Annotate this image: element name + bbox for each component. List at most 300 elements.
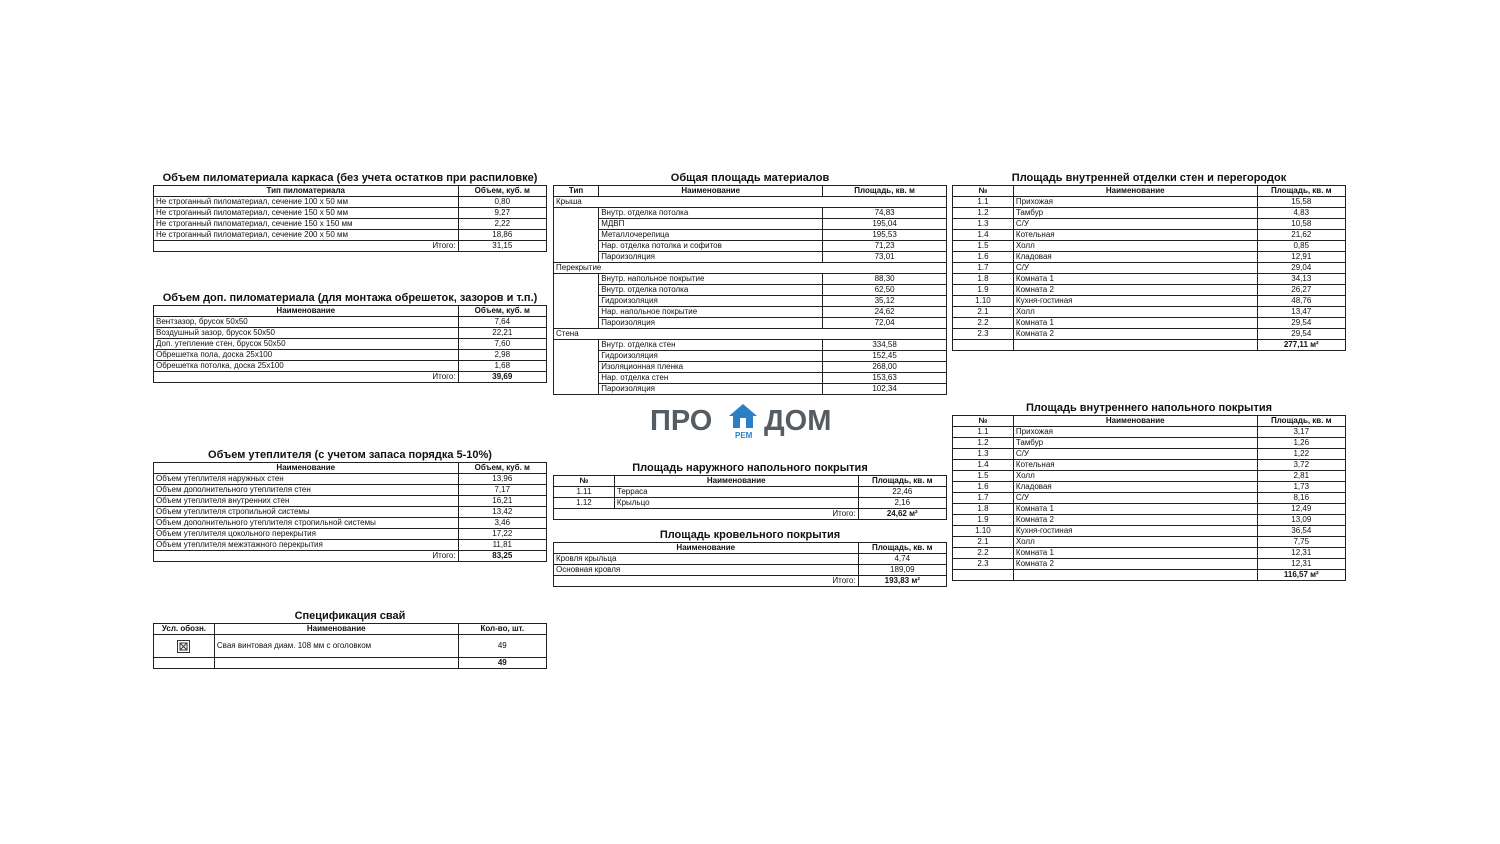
cell-number: 1.1 (953, 197, 1014, 208)
table-row (953, 559, 1346, 570)
cell-name: Гидроизоляция (599, 351, 823, 362)
table-row (953, 296, 1346, 307)
group-row (554, 329, 947, 340)
cell-value: 34,13 (1257, 274, 1345, 285)
column-header: № (554, 476, 615, 487)
cell-number: 1.4 (953, 230, 1014, 241)
materials-title: Общая площадь материалов (670, 172, 830, 184)
total-row (154, 241, 547, 252)
table-row (154, 328, 547, 339)
cell-value: 1,26 (1257, 438, 1345, 449)
table-row (953, 471, 1346, 482)
cell-name: Кухня-гостиная (1013, 526, 1257, 537)
table-row (554, 384, 947, 395)
lumber-frame-table (153, 185, 547, 252)
column-header: Наименование (214, 624, 458, 635)
table-row (554, 340, 947, 351)
column-header: Объем, куб. м (458, 463, 546, 474)
total-row (154, 372, 547, 383)
lumber-frame-section (153, 172, 547, 252)
table-header-row (554, 186, 947, 197)
cell-value: 153,63 (823, 373, 947, 384)
cell-name: Прихожая (1013, 427, 1257, 438)
table-row (154, 485, 547, 496)
cell-name: Внутр. отделка потолка (599, 208, 823, 219)
cell-value: 62,50 (823, 285, 947, 296)
column-header: Наименование (1013, 416, 1257, 427)
outdoor-floor-title: Площадь наружного напольного покрытия (632, 462, 868, 474)
cell-number: 2.2 (953, 318, 1014, 329)
table-row (953, 274, 1346, 285)
table-row (953, 318, 1346, 329)
table-row (953, 197, 1346, 208)
cell-value: 72,04 (823, 318, 947, 329)
cell-value: 26,27 (1257, 285, 1345, 296)
table-row (554, 487, 947, 498)
house-icon (728, 403, 758, 429)
cell-value: 12,49 (1257, 504, 1345, 515)
cell-name: Внутр. напольное покрытие (599, 274, 823, 285)
table-row (154, 507, 547, 518)
cell-name: Тамбур (1013, 208, 1257, 219)
cell-value: 88,30 (823, 274, 947, 285)
cell-value: 13,09 (1257, 515, 1345, 526)
table-row (953, 526, 1346, 537)
table-row (154, 350, 547, 361)
cell-name: Кладовая (1013, 482, 1257, 493)
group-type: Крыша (554, 197, 947, 208)
cell-value: 152,45 (823, 351, 947, 362)
column-header: Наименование (599, 186, 823, 197)
table-header-row (554, 476, 947, 487)
cell-value: 18,86 (458, 230, 546, 241)
column-header: № (953, 186, 1014, 197)
table-row (953, 493, 1346, 504)
table-row (953, 230, 1346, 241)
cell-value: 12,31 (1257, 548, 1345, 559)
group-spacer (554, 340, 599, 395)
column-header: Наименование (554, 543, 859, 554)
cell-value: 0,80 (458, 197, 546, 208)
cell-number: 1.5 (953, 241, 1014, 252)
cell-name: Обрешетка потолка, доска 25х100 (154, 361, 459, 372)
extra-lumber-title: Объем доп. пиломатериала (для монтажа обрешеток, зазоров и т.п.) (162, 292, 538, 304)
cell-name: Кровля крыльца (554, 554, 859, 565)
column-header: Площадь, кв. м (858, 476, 946, 487)
table-row (154, 208, 547, 219)
cell-number: 2.2 (953, 548, 1014, 559)
roofing-title: Площадь кровельного покрытия (659, 529, 841, 541)
cell-name: Гидроизоляция (599, 296, 823, 307)
cell-name: Нар. напольное покрытие (599, 307, 823, 318)
cell-value: 36,54 (1257, 526, 1345, 537)
cell-number: 1.7 (953, 263, 1014, 274)
cell-value: 22,46 (858, 487, 946, 498)
column-header: Тип (554, 186, 599, 197)
cell-number: 1.2 (953, 208, 1014, 219)
outdoor-floor-table (553, 475, 947, 520)
table-header-row (953, 416, 1346, 427)
total-value: 83,25 (458, 551, 546, 562)
cell-value: 13,96 (458, 474, 546, 485)
cell-value: 1,68 (458, 361, 546, 372)
table-row (953, 307, 1346, 318)
cell-value: 1,73 (1257, 482, 1345, 493)
empty-cell (214, 658, 458, 669)
table-row (953, 482, 1346, 493)
cell-value: 7,75 (1257, 537, 1345, 548)
column-header: Площадь, кв. м (858, 543, 946, 554)
table-header-row (154, 624, 547, 635)
cell-value: 48,76 (1257, 296, 1345, 307)
cell-name: Котельная (1013, 230, 1257, 241)
cell-name: Холл (1013, 307, 1257, 318)
cell-value: 17,22 (458, 529, 546, 540)
table-row (554, 318, 947, 329)
total-value: 24,62 м² (858, 509, 946, 520)
cell-name: Объем утеплителя наружных стен (154, 474, 459, 485)
cell-number: 1.10 (953, 296, 1014, 307)
cell-name: Металлочерепица (599, 230, 823, 241)
cell-value: 195,04 (823, 219, 947, 230)
column-header: Площадь, кв. м (1257, 186, 1345, 197)
empty-cell (1013, 570, 1257, 581)
cell-number: 1.10 (953, 526, 1014, 537)
cell-name: Объем дополнительного утеплителя стропильной системы (154, 518, 459, 529)
cell-name: Объем дополнительного утеплителя стен (154, 485, 459, 496)
cell-value: 10,58 (1257, 219, 1345, 230)
total-label: Итого: (154, 551, 459, 562)
table-header-row (154, 186, 547, 197)
column-header: Тип пиломатериала (154, 186, 459, 197)
table-row (953, 427, 1346, 438)
table-row (154, 197, 547, 208)
cell-value: 3,46 (458, 518, 546, 529)
cell-name: Нар. отделка потолка и софитов (599, 241, 823, 252)
roofing-section (553, 529, 947, 587)
empty-cell (154, 658, 215, 669)
table-row (154, 361, 547, 372)
logo-text-right: ДОМ (764, 405, 832, 437)
cell-value: 7,64 (458, 317, 546, 328)
column-header: Площадь, кв. м (823, 186, 947, 197)
table-row (554, 208, 947, 219)
table-row (953, 208, 1346, 219)
cell-name: Нар. отделка стен (599, 373, 823, 384)
cell-value: 16,21 (458, 496, 546, 507)
cell-name: Объем утеплителя межэтажного перекрытия (154, 540, 459, 551)
cell-value: 35,12 (823, 296, 947, 307)
total-value: 31,15 (458, 241, 546, 252)
cell-number: 1.1 (953, 427, 1014, 438)
table-row (953, 515, 1346, 526)
outdoor-floor-section (553, 462, 947, 520)
cell-value: 3,17 (1257, 427, 1345, 438)
total-value: 49 (458, 658, 546, 669)
prodom-logo (648, 403, 852, 443)
cell-name: Комната 1 (1013, 548, 1257, 559)
group-row (554, 197, 947, 208)
group-type: Стена (554, 329, 947, 340)
interior-floor-section (952, 402, 1346, 581)
interior-walls-table (952, 185, 1346, 351)
cell-name: Свая винтовая диам. 108 мм с оголовком (214, 635, 458, 658)
logo-text-left: ПРО (650, 405, 713, 437)
insulation-table (153, 462, 547, 562)
empty-cell (953, 340, 1014, 351)
cell-name: Комната 2 (1013, 329, 1257, 340)
table-row (554, 252, 947, 263)
cell-value: 1,22 (1257, 449, 1345, 460)
cell-value: 29,04 (1257, 263, 1345, 274)
materials-section (553, 172, 947, 395)
cell-value: 189,09 (858, 565, 946, 576)
total-label: Итого: (154, 372, 459, 383)
cell-name: Пароизоляция (599, 318, 823, 329)
column-header: Наименование (614, 476, 858, 487)
cell-name: Объем утеплителя цокольного перекрытия (154, 529, 459, 540)
extra-lumber-table (153, 305, 547, 383)
table-header-row (953, 186, 1346, 197)
table-row (154, 518, 547, 529)
column-header: № (953, 416, 1014, 427)
cell-name: Кухня-гостиная (1013, 296, 1257, 307)
cell-number: 1.8 (953, 504, 1014, 515)
insulation-title: Объем утеплителя (с учетом запаса порядка 5-10%) (208, 449, 492, 461)
cell-value: 2,81 (1257, 471, 1345, 482)
cell-number: 2.1 (953, 307, 1014, 318)
total-value: 39,69 (458, 372, 546, 383)
piles-table (153, 623, 547, 669)
cell-name: Комната 1 (1013, 504, 1257, 515)
table-row (154, 219, 547, 230)
cell-name: Терраса (614, 487, 858, 498)
cell-name: Внутр. отделка потолка (599, 285, 823, 296)
cell-name: С/У (1013, 219, 1257, 230)
cell-value: 71,23 (823, 241, 947, 252)
cell-value: 29,54 (1257, 329, 1345, 340)
table-row (554, 554, 947, 565)
table-row (554, 274, 947, 285)
logo-subtext: РЕМ (735, 431, 753, 440)
interior-floor-title: Площадь внутреннего напольного покрытия (1025, 402, 1273, 414)
table-row (154, 339, 547, 350)
cell-value: 15,58 (1257, 197, 1345, 208)
column-header: Наименование (1013, 186, 1257, 197)
cell-value: 0,85 (1257, 241, 1345, 252)
table-row (953, 241, 1346, 252)
pile-symbol-cell (154, 635, 215, 658)
column-header: Усл. обозн. (154, 624, 215, 635)
cell-name: Изоляционная пленка (599, 362, 823, 373)
table-header-row (154, 463, 547, 474)
table-row (554, 285, 947, 296)
table-row (953, 263, 1346, 274)
cell-number: 1.9 (953, 515, 1014, 526)
cell-name: Комната 2 (1013, 515, 1257, 526)
table-row (953, 438, 1346, 449)
cell-number: 1.6 (953, 252, 1014, 263)
table-row (953, 219, 1346, 230)
cell-name: Пароизоляция (599, 384, 823, 395)
table-row (554, 351, 947, 362)
cell-name: Котельная (1013, 460, 1257, 471)
cell-number: 1.6 (953, 482, 1014, 493)
cell-value: 268,00 (823, 362, 947, 373)
table-row (953, 329, 1346, 340)
table-row (154, 474, 547, 485)
table-row (953, 537, 1346, 548)
table-header-row (154, 306, 547, 317)
cell-name: Комната 2 (1013, 559, 1257, 570)
total-row (154, 551, 547, 562)
column-header: Объем, куб. м (458, 306, 546, 317)
cell-value: 102,34 (823, 384, 947, 395)
cell-name: Комната 1 (1013, 274, 1257, 285)
total-row (953, 570, 1346, 581)
column-header: Наименование (154, 306, 459, 317)
table-row (554, 241, 947, 252)
cell-name: Прихожая (1013, 197, 1257, 208)
total-row (154, 658, 547, 669)
cell-number: 1.12 (554, 498, 615, 509)
table-row (953, 460, 1346, 471)
cell-number: 1.3 (953, 219, 1014, 230)
cell-name: С/У (1013, 493, 1257, 504)
materials-table (553, 185, 947, 395)
cell-number: 1.2 (953, 438, 1014, 449)
cell-name: Холл (1013, 471, 1257, 482)
cell-name: С/У (1013, 263, 1257, 274)
cell-name: Основная кровля (554, 565, 859, 576)
cell-name: Доп. утепление стен, брусок 50х50 (154, 339, 459, 350)
group-type: Перекрытие (554, 263, 947, 274)
cell-number: 2.3 (953, 329, 1014, 340)
table-row (554, 362, 947, 373)
table-row (953, 548, 1346, 559)
cell-name: Объем утеплителя стропильной системы (154, 507, 459, 518)
interior-walls-title: Площадь внутренней отделки стен и перегородок (1011, 172, 1287, 184)
total-value: 277,11 м² (1257, 340, 1345, 351)
insulation-section (153, 449, 547, 562)
cell-name: Тамбур (1013, 438, 1257, 449)
roofing-table (553, 542, 947, 587)
cell-value: 11,81 (458, 540, 546, 551)
column-header: Кол-во, шт. (458, 624, 546, 635)
cell-value: 2,22 (458, 219, 546, 230)
cell-number: 1.11 (554, 487, 615, 498)
total-label: Итого: (554, 576, 859, 587)
group-spacer (554, 208, 599, 263)
empty-cell (953, 570, 1014, 581)
cell-value: 2,16 (858, 498, 946, 509)
table-row (154, 230, 547, 241)
cell-name: Воздушный зазор, брусок 50х50 (154, 328, 459, 339)
cell-name: Внутр. отделка стен (599, 340, 823, 351)
cell-value: 12,31 (1257, 559, 1345, 570)
cell-value: 4,74 (858, 554, 946, 565)
cell-value: 195,53 (823, 230, 947, 241)
piles-section (153, 610, 547, 669)
cell-name: МДВП (599, 219, 823, 230)
column-header: Наименование (154, 463, 459, 474)
cell-value: 29,54 (1257, 318, 1345, 329)
cell-value: 3,72 (1257, 460, 1345, 471)
cell-value: 13,47 (1257, 307, 1345, 318)
cell-value: 12,91 (1257, 252, 1345, 263)
table-row (154, 317, 547, 328)
cell-value: 2,98 (458, 350, 546, 361)
cell-name: С/У (1013, 449, 1257, 460)
table-row (554, 565, 947, 576)
cell-name: Вентзазор, брусок 50х50 (154, 317, 459, 328)
table-row (154, 635, 547, 658)
total-value: 193,83 м² (858, 576, 946, 587)
cell-number: 2.1 (953, 537, 1014, 548)
cell-name: Не строганный пиломатериал, сечение 150 х 150 мм (154, 219, 459, 230)
pile-symbol-icon (177, 640, 190, 653)
table-row (953, 252, 1346, 263)
cell-name: Не строганный пиломатериал, сечение 200 х 50 мм (154, 230, 459, 241)
extra-lumber-section (153, 292, 547, 383)
cell-value: 22,21 (458, 328, 546, 339)
table-row (554, 498, 947, 509)
total-label: Итого: (154, 241, 459, 252)
total-row (953, 340, 1346, 351)
cell-name: Крыльцо (614, 498, 858, 509)
cell-value: 7,17 (458, 485, 546, 496)
cell-name: Не строганный пиломатериал, сечение 100 х 50 мм (154, 197, 459, 208)
cell-value: 24,62 (823, 307, 947, 318)
lumber-frame-title: Объем пиломатериала каркаса (без учета остатков при распиловке) (162, 172, 538, 184)
cell-value: 7,60 (458, 339, 546, 350)
cell-name: Пароизоляция (599, 252, 823, 263)
cell-value: 4,83 (1257, 208, 1345, 219)
cell-name: Комната 1 (1013, 318, 1257, 329)
table-row (953, 285, 1346, 296)
cell-name: Холл (1013, 241, 1257, 252)
group-row (554, 263, 947, 274)
empty-cell (1013, 340, 1257, 351)
cell-value: 21,62 (1257, 230, 1345, 241)
cell-number: 1.7 (953, 493, 1014, 504)
total-row (554, 576, 947, 587)
cell-value: 334,58 (823, 340, 947, 351)
cell-number: 1.3 (953, 449, 1014, 460)
cell-name: Не строганный пиломатериал, сечение 150 х 50 мм (154, 208, 459, 219)
cell-name: Холл (1013, 537, 1257, 548)
table-row (154, 496, 547, 507)
cell-value: 74,83 (823, 208, 947, 219)
table-row (554, 373, 947, 384)
table-row (554, 296, 947, 307)
total-value: 116,57 м² (1257, 570, 1345, 581)
cell-number: 1.4 (953, 460, 1014, 471)
cell-name: Кладовая (1013, 252, 1257, 263)
table-row (953, 504, 1346, 515)
cell-value: 13,42 (458, 507, 546, 518)
table-header-row (554, 543, 947, 554)
table-row (154, 540, 547, 551)
table-row (154, 529, 547, 540)
table-row (554, 307, 947, 318)
total-label: Итого: (554, 509, 859, 520)
total-row (554, 509, 947, 520)
cell-name: Комната 2 (1013, 285, 1257, 296)
cell-value: 49 (458, 635, 546, 658)
table-row (554, 230, 947, 241)
cell-name: Обрешетка пола, доска 25х100 (154, 350, 459, 361)
